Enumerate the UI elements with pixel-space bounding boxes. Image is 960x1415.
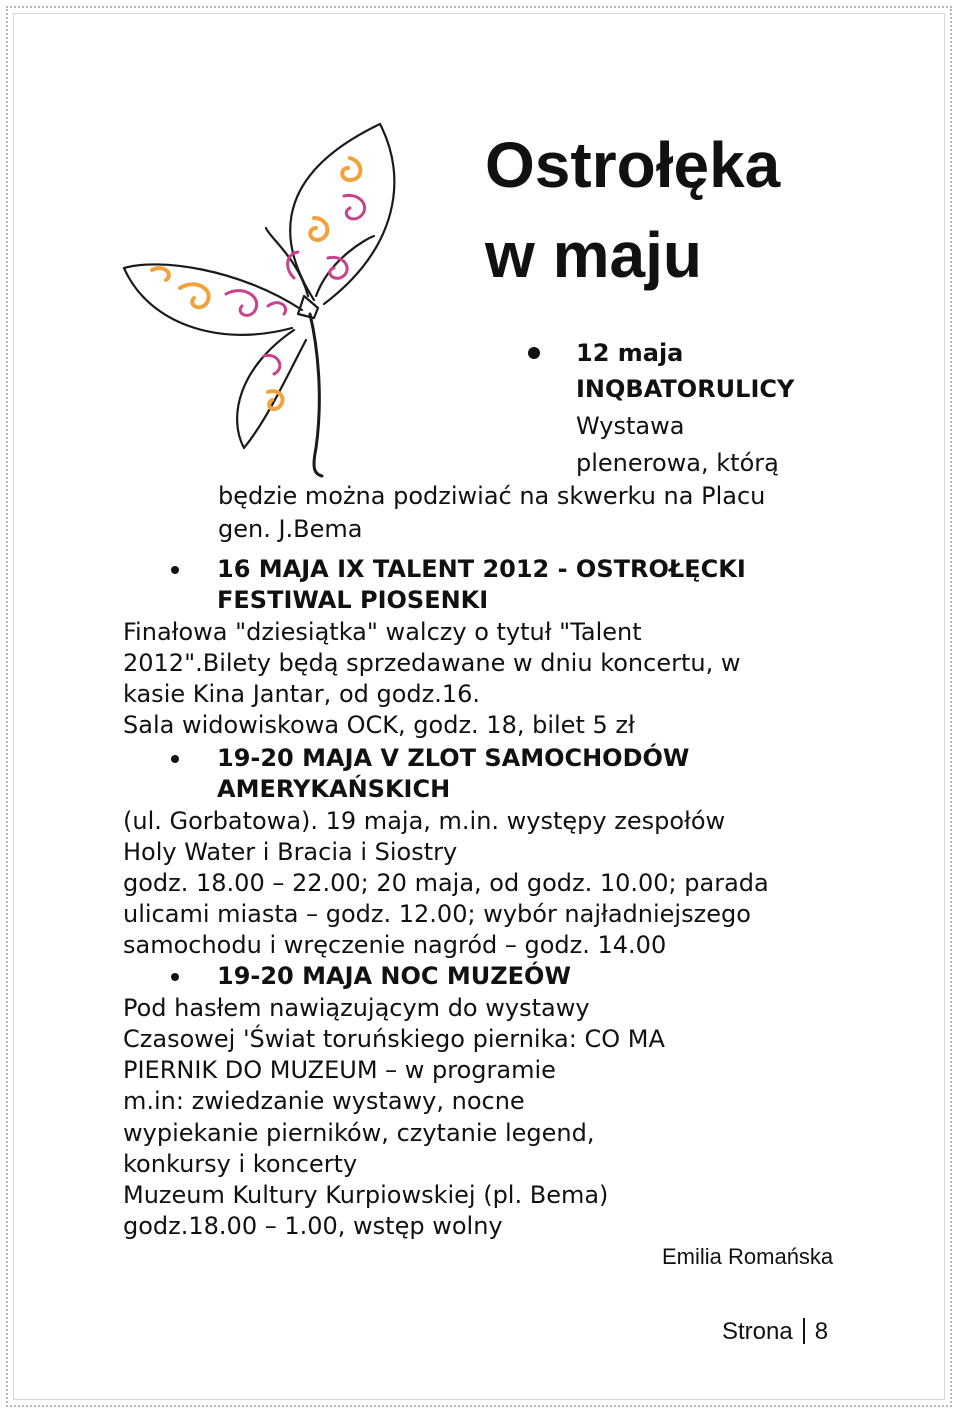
event-4-body-line-7: Muzeum Kultury Kurpiowskiej (pl. Bema) [123,1181,609,1209]
event-1-heading-line-2: INQBATORULICY [576,375,795,403]
event-1-heading-line-1: 12 maja [576,339,684,367]
event-3-heading-line-1: 19-20 MAJA V ZLOT SAMOCHODÓW [217,744,690,772]
event-3-heading-line-2: AMERYKAŃSKICH [217,775,451,803]
title-line-1: Ostrołęka [485,129,781,201]
event-1-body-line-4: gen. J.Bema [218,515,363,543]
bullet-icon [528,347,540,359]
bullet-icon [171,973,179,981]
page-number: 8 [814,1318,829,1345]
event-4-body-line-4: m.in: zwiedzanie wystawy, nocne [123,1087,525,1115]
page-label: Strona [722,1318,793,1345]
event-3-body-line-2: Holy Water i Bracia i Siostry [123,838,458,866]
event-3-body-line-4: ulicami miasta – godz. 12.00; wybór najładniejszego [123,900,751,928]
event-4-body-line-1: Pod hasłem nawiązującym do wystawy [123,994,590,1022]
event-4-heading-line-1: 19-20 MAJA NOC MUZEÓW [217,962,571,990]
event-2-body-line-1: Finałowa "dziesiątka" walczy o tytuł "Talent [123,618,642,646]
event-2-body-line-4: Sala widowiskowa OCK, godz. 18, bilet 5 zł [123,711,635,739]
event-1-body-line-3: będzie można podziwiać na skwerku na Placu [218,482,766,510]
page-footer [722,1316,828,1348]
butterfly-illustration [118,118,448,478]
event-4-body-line-8: godz.18.00 – 1.00, wstęp wolny [123,1212,503,1240]
page-title [485,120,780,300]
event-4-body-line-6: konkursy i koncerty [123,1150,358,1178]
page-separator [803,1318,805,1344]
event-2-body-line-2: 2012".Bilety będą sprzedawane w dniu koncertu, w [123,649,741,677]
event-2-body-line-3: kasie Kina Jantar, od godz.16. [123,680,481,708]
event-3-body-line-5: samochodu i wręczenie nagród – godz. 14.00 [123,931,667,959]
event-4-body-line-3: PIERNIK DO MUZEUM – w programie [123,1056,556,1084]
event-1-body-line-2: plenerowa, którą [576,449,779,477]
event-2-heading-line-2: FESTIWAL PIOSENKI [217,586,489,614]
event-4-body-line-5: wypiekanie pierników, czytanie legend, [123,1119,595,1147]
event-3-body-line-3: godz. 18.00 – 22.00; 20 maja, od godz. 10.00; parada [123,869,769,897]
event-3-body-line-1: (ul. Gorbatowa). 19 maja, m.in. występy zespołów [123,807,726,835]
event-2-heading-line-1: 16 MAJA IX TALENT 2012 - OSTROŁĘCKI [217,555,746,583]
title-line-2: w maju [485,219,702,291]
event-1-body-line-1: Wystawa [576,412,685,440]
bullet-icon [171,566,179,574]
event-4-body-line-2: Czasowej 'Świat toruńskiego piernika: CO MA [123,1025,665,1053]
author-signature: Emilia Romańska [662,1244,834,1269]
bullet-icon [171,755,179,763]
